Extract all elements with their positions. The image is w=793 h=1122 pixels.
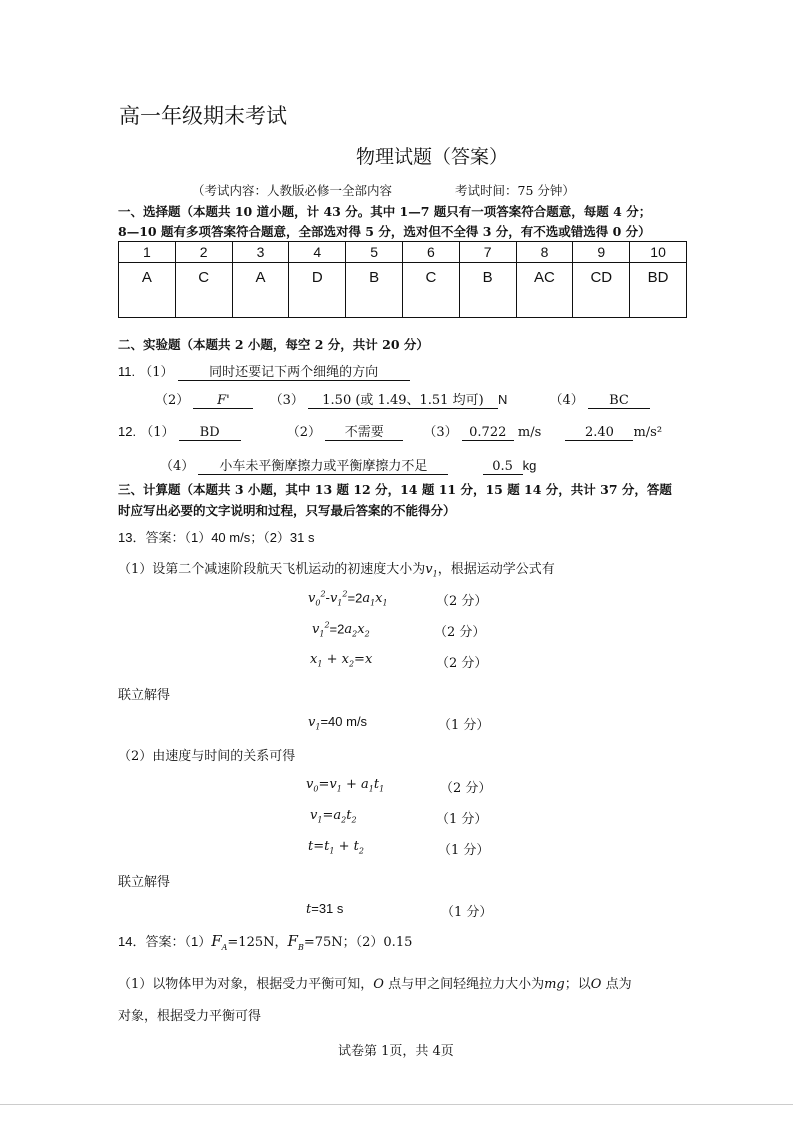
eq-4-score: （2 分） [440, 781, 492, 796]
eq-5: $v_1=a_2t_2$ [310, 808, 357, 825]
section3-heading-2: 时应写出必要的文字说明和过程，只写最后答案的不能得分） [118, 503, 456, 518]
q12-unit3b: m/s² [633, 425, 663, 440]
eq-3: $x_1 + x_2=x$ [310, 652, 373, 669]
q-answer: B [346, 263, 403, 318]
q11-unit3: N [497, 392, 508, 407]
section1-heading-1: 一、选择题（本题共 10 道小题，计 43 分。其中 1—7 题只有一项答案符合题意，每题 4 分； [118, 204, 652, 219]
q11-line1 [118, 361, 410, 381]
q12-unit4b: kg [522, 458, 537, 473]
q-number: 4 [289, 242, 346, 263]
q-number: 7 [459, 242, 516, 263]
eq-v1-score: （1 分） [438, 718, 490, 733]
q14-fa: =125N [227, 935, 275, 950]
q12-number: 12. [118, 424, 137, 439]
q13-solve-1: 联立解得 [118, 688, 171, 703]
page-bottom-rule [0, 1104, 793, 1105]
q11-part3-label: （3） [269, 393, 304, 408]
q13-part1-intro-text: （1）设第二个减速阶段航天飞机运动的初速度大小为 [118, 562, 426, 577]
q11-answer4: BC [588, 393, 650, 409]
eq-t-score: （1 分） [441, 905, 493, 920]
q-number: 3 [232, 242, 289, 263]
q12-line2 [160, 455, 536, 475]
q-number: 6 [402, 242, 459, 263]
q13-part1-intro [118, 558, 555, 579]
q12-part3-label: （3） [423, 425, 458, 440]
q12-part1-label: （1） [140, 425, 175, 440]
q-number: 2 [175, 242, 232, 263]
answer-table [118, 241, 687, 318]
q11-line2 [155, 389, 650, 409]
answer-table-numbers [119, 242, 687, 263]
q-number: 9 [573, 242, 630, 263]
q14-part2: ；（2）0.15 [342, 935, 413, 950]
q-answer: C [402, 263, 459, 318]
q13-solve-2: 联立解得 [118, 875, 171, 890]
eq-6-score: （1 分） [438, 843, 490, 858]
q12-part4-label: （4） [160, 459, 195, 474]
eq-1: $v_0^2-v_1^2=2a_1x_1$ [308, 590, 388, 608]
q12-answer4b: 0.5 [483, 459, 523, 475]
eq-5-score: （1 分） [436, 812, 488, 827]
q-number: 1 [119, 242, 176, 263]
q11-answer2: F' [193, 393, 253, 409]
eq-1-score: （2 分） [436, 594, 488, 609]
q13-part2-intro: （2）由速度与时间的关系可得 [118, 749, 296, 764]
eq-t-value: =31 s [311, 901, 344, 916]
q-number: 10 [630, 242, 687, 263]
symbol-v1: $v_1$ [425, 562, 438, 579]
q12-answer4: 小车未平衡摩擦力或平衡摩擦力不足 [198, 459, 448, 475]
q14-line2: 对象，根据受力平衡可得 [118, 1009, 262, 1024]
eq-2: $v_1^2=2a_2x_2$ [312, 621, 370, 639]
eq-2-score: （2 分） [434, 625, 486, 640]
eq-6: $t=t_1 + t_2$ [308, 839, 364, 856]
q11-part4-label: （4） [549, 393, 584, 408]
q12-part2-label: （2） [286, 425, 322, 440]
q14-line1-a: （1）以物体甲为对象，根据受力平衡可知， [118, 977, 374, 992]
q12-answer2: 不需要 [325, 425, 403, 441]
q14-answer-prefix: 14．答案：（1） [118, 934, 212, 949]
q-answer: A [232, 263, 289, 318]
exam-time: 考试时间：75 分钟） [455, 183, 575, 198]
grade-title: 高一年级期末考试 [119, 104, 287, 128]
page-footer: 试卷第 1页，共 4页 [338, 1044, 454, 1059]
q11-part2-label: （2） [155, 393, 190, 408]
q-number: 5 [346, 242, 403, 263]
exam-content: （考试内容：人教版必修一全部内容 [192, 183, 393, 198]
q-answer: D [289, 263, 346, 318]
q11-part1-label: （1） [139, 365, 174, 380]
eq-v1-value: =40 m/s [320, 714, 368, 729]
q12-answer3b: 2.40 [565, 425, 633, 441]
q-answer: CD [573, 263, 630, 318]
q12-line1 [118, 421, 662, 441]
q-answer: B [459, 263, 516, 318]
answer-table-answers [119, 263, 687, 318]
q14-line1-d: 点为 [601, 977, 632, 992]
subject-title: 物理试题（答案） [356, 146, 509, 168]
q13-part1-intro-end: ，根据运动学公式有 [437, 562, 555, 577]
eq-4: $v_0=v_1 + a_1t_1$ [306, 777, 385, 794]
q-answer: C [175, 263, 232, 318]
q13-answer: 13．答案：（1）40 m/s；（2）31 s [118, 530, 315, 545]
q14-answer: 14．答案：$(1)F_A=125N$，$F_B=75N$；（2）0.15 [118, 932, 413, 952]
q11-answer1: 同时还要记下两个细绳的方向 [178, 365, 410, 381]
q14-line1: （1）以物体甲为对象，根据受力平衡可知，O 点与甲之间轻绳拉力大小为mg；以O 点为 [118, 977, 632, 992]
q11-number: 11. [118, 364, 136, 379]
eq-3-score: （2 分） [436, 656, 488, 671]
q-answer: A [119, 263, 176, 318]
q-number: 8 [516, 242, 573, 263]
q14-fb: =75N [303, 935, 343, 950]
q14-line1-b: 点与甲之间轻绳拉力大小为 [383, 977, 545, 992]
q-answer: AC [516, 263, 573, 318]
section2-heading: 二、实验题（本题共 2 小题，每空 2 分，共计 20 分） [118, 337, 429, 352]
eq-v1-result: $v_1=40$ m/s [308, 714, 368, 732]
q12-answer1: BD [179, 425, 241, 441]
q14-line1-c: ；以 [564, 977, 591, 992]
q11-answer3: 1.50 (或 1.49、1.51 均可) [308, 393, 498, 409]
section3-heading-1: 三、计算题（本题共 3 小题，其中 13 题 12 分，14 题 11 分，15 题 14 分，共计 37 分，答题 [118, 482, 672, 497]
section1-heading-2: 8—10 题有多项答案符合题意，全部选对得 5 分，选对但不全得 3 分，有不选或错选得 0 分） [118, 224, 651, 239]
q12-unit3: m/s [517, 425, 542, 440]
eq-t-result: t=31 s [306, 901, 344, 917]
q-answer: BD [630, 263, 687, 318]
q12-answer3: 0.722 [462, 425, 514, 441]
